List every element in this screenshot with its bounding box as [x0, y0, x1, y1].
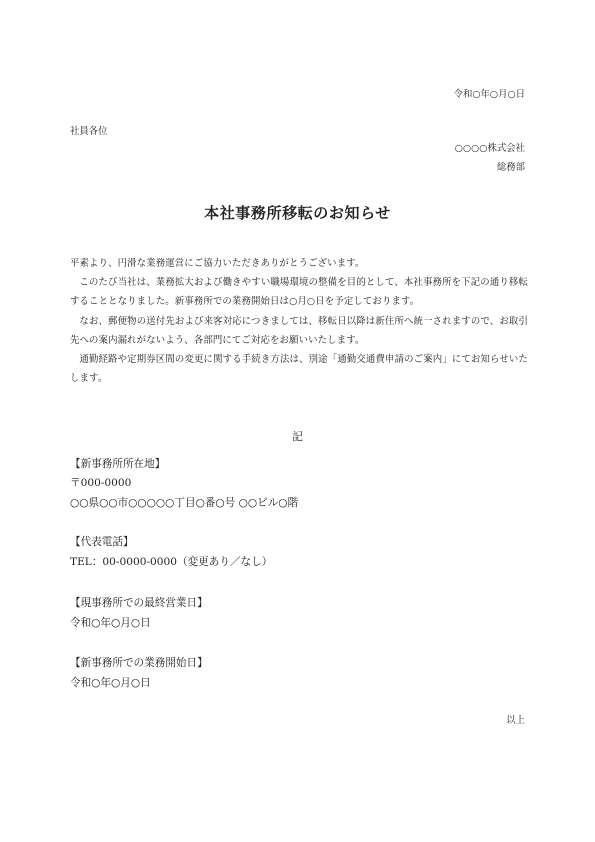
closing-ijou: 以上	[506, 715, 525, 726]
recipient-line: 社員各位	[70, 126, 108, 137]
start-business-day: 令和○年○月○日	[70, 677, 151, 689]
company-name: ○○○○株式会社	[454, 143, 525, 154]
section-heading-last-day: 【現事務所での最終営業日】	[70, 597, 208, 609]
section-heading-start-day: 【新事務所での業務開始日】	[70, 657, 208, 669]
body-paragraph-3: 通勤経路や定期券区間の変更に関する手続き方法は、別途「通勤交通費申請のご案内」にてお知らせいたします。	[70, 354, 528, 385]
body-text	[70, 254, 528, 388]
section-heading-address: 【新事務所所在地】	[70, 458, 166, 470]
department-name: 総務部	[496, 162, 525, 173]
phone-number: TEL：00-0000-0000（変更あり／なし）	[70, 556, 273, 568]
postal-code: 〒000-0000	[70, 477, 132, 489]
body-paragraph-2: なお、郵便物の送付先および来客対応につきましては、移転日以降は新住所へ統一されますので、お取引先への案内漏れがないよう、各部門にてご対応をお願いいたします。	[70, 315, 528, 346]
issue-date: 令和○年○月○日	[453, 89, 525, 100]
ki-heading: 記	[292, 431, 303, 443]
section-heading-phone: 【代表電話】	[70, 536, 134, 548]
body-paragraph-1: このたび当社は、業務拡大および働きやすい職場環境の整備を目的として、本社事務所を下記の通り移転することとなりました。新事務所での業務開始日は○月○日を予定しております。	[70, 277, 528, 308]
last-business-day: 令和○年○月○日	[70, 617, 151, 629]
street-address: ○○県○○市○○○○○丁目○番○号 ○○ビル○階	[70, 497, 299, 509]
greeting-paragraph: 平素より、円滑な業務運営にご協力いただきありがとうございます。	[70, 258, 365, 269]
document-title: 本社事務所移転のお知らせ	[204, 204, 391, 222]
